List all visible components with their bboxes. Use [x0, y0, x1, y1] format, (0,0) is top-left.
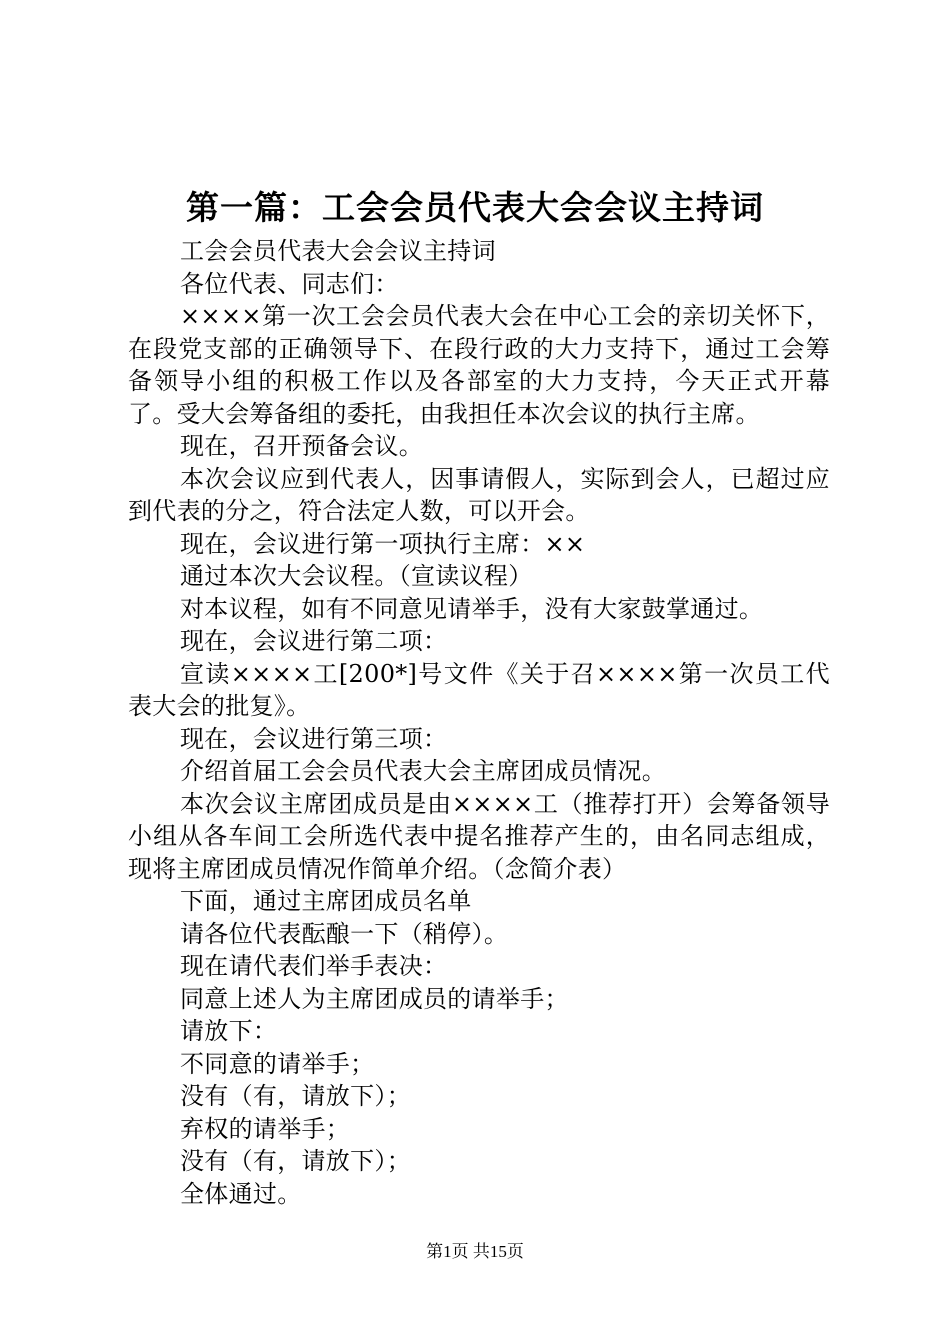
paragraph: 请各位代表酝酿一下（稍停）。 — [180, 919, 509, 948]
document-title: 第一篇：工会会员代表大会会议主持词 — [186, 188, 764, 227]
paragraph: 没有（有，请放下）； — [180, 1147, 411, 1175]
paragraph: 现在，会议进行第三项： — [180, 724, 448, 753]
paragraph: 对本议程，如有不同意见请举手，没有大家鼓掌通过。 — [180, 594, 764, 623]
paragraph: 通过本次大会议程。（宣读议程） — [180, 562, 533, 590]
paragraph: ××××第一次工会会员代表大会在中心工会的亲切关怀下，在段党支部的正确领导下、在段行政的大力支持下，通过工会筹备领导小组的积极工作以及各部室的大力支持，今天正式开幕了。受大会筹备组的委托，由我担任本次会议的执行主席。 — [128, 302, 830, 428]
paragraph: 全体通过。 — [180, 1179, 302, 1208]
paragraph: 本次会议应到代表人，因事请假人，实际到会人，已超过应到代表的分之，符合法定人数，可以开会。 — [128, 464, 830, 525]
paragraph: 本次会议主席团成员是由××××工（推荐打开）会筹备领导小组从各车间工会所选代表中提名推荐产生的，由名同志组成，现将主席团成员情况作简单介绍。（念简介表） — [128, 789, 830, 883]
paragraph: 下面，通过主席团成员名单 — [180, 887, 472, 915]
paragraph: 宣读××××工[200*]号文件《关于召××××第一次员工代表大会的批复》。 — [128, 659, 830, 720]
paragraph: 不同意的请举手； — [180, 1049, 375, 1078]
paragraph: 同意上述人为主席团成员的请举手； — [180, 984, 569, 1013]
paragraph: 各位代表、同志们： — [180, 269, 399, 298]
paragraph: 介绍首届工会会员代表大会主席团成员情况。 — [180, 757, 666, 785]
paragraph: 工会会员代表大会会议主持词 — [180, 237, 496, 265]
paragraph: 现在，会议进行第二项： — [180, 627, 448, 655]
paragraph: 请放下： — [180, 1017, 278, 1045]
paragraph: 没有（有，请放下）； — [180, 1082, 411, 1110]
paragraph: 现在请代表们举手表决： — [180, 952, 448, 980]
page-footer: 第1页 共15页 — [426, 1242, 524, 1261]
document-body — [128, 235, 830, 1210]
paragraph: 现在，会议进行第一项执行主席：×× — [180, 529, 586, 558]
paragraph: 现在，召开预备会议。 — [180, 432, 423, 460]
paragraph: 弃权的请举手； — [180, 1114, 351, 1143]
